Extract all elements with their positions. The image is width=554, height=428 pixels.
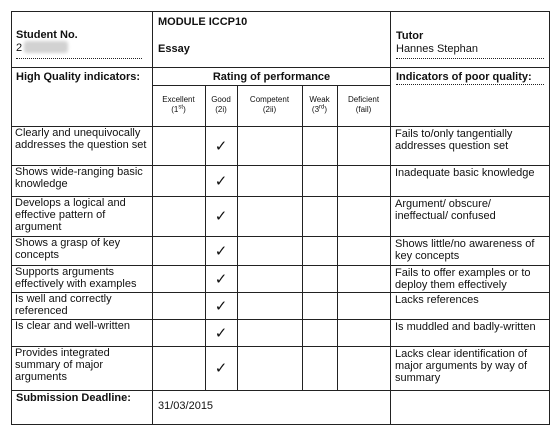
poor-quality-indicator: Lacks references (395, 294, 479, 306)
tutor-name: Hannes Stephan (396, 43, 478, 55)
rating-column-code: (3rd) (311, 104, 328, 114)
high-quality-indicator: Clearly and unequivocally addresses the question set (15, 127, 147, 151)
poor-quality-indicator: Lacks clear identification of major arguments by way of summary (395, 348, 528, 384)
check-mark-icon: ✓ (214, 138, 228, 155)
rating-column-code: (1st) (171, 104, 186, 114)
rating-column-weak (302, 95, 337, 115)
rating-header: Rating of performance (212, 71, 331, 83)
rating-column-competent (237, 95, 302, 115)
assignment-type: Essay (158, 43, 190, 55)
rating-column-name: Competent (249, 95, 290, 104)
high-quality-header: High Quality indicators: (16, 71, 141, 83)
student-no-label: Student No. (16, 29, 78, 41)
rating-column-good (205, 95, 237, 115)
row-border-8 (11, 390, 550, 391)
rating-column-deficient (337, 95, 390, 115)
poor-quality-indicator: Fails to offer examples or to deploy them effectively (395, 267, 531, 291)
rating-column-code: (2ii) (262, 105, 277, 114)
poor-quality-indicator: Is muddled and badly-written (395, 321, 536, 333)
rating-column-name: Deficient (347, 95, 380, 104)
table-border-left (11, 11, 12, 425)
rating-column-code: (fail) (355, 105, 372, 114)
high-quality-indicator: Is clear and well-written (15, 320, 130, 332)
high-quality-indicator: Shows wide-ranging basic knowledge (15, 166, 143, 190)
rating-column-name: Weak (309, 95, 330, 104)
high-quality-indicator: Is well and correctly referenced (15, 293, 112, 317)
table-border-bottom (11, 424, 550, 425)
poor-quality-indicator: Inadequate basic knowledge (395, 167, 535, 179)
check-mark-icon: ✓ (214, 173, 228, 190)
high-quality-indicator: Provides integrated summary of major arguments (15, 347, 110, 383)
tutor-dotted-line (396, 58, 544, 59)
rating-column-code: (2i) (215, 105, 227, 114)
high-quality-indicator: Develops a logical and effective pattern of argument (15, 197, 126, 233)
poor-quality-indicator: Fails to/only tangentially addresses question set (395, 128, 513, 152)
check-mark-icon: ✓ (214, 208, 228, 225)
check-mark-icon: ✓ (214, 360, 228, 377)
check-mark-icon: ✓ (214, 243, 228, 260)
poor-quality-indicator: Argument/ obscure/ ineffectual/ confused (395, 198, 496, 222)
table-border-top (11, 11, 550, 12)
rating-column-name: Excellent (162, 95, 195, 104)
module-title: MODULE ICCP10 (158, 16, 248, 28)
redacted-student-number (24, 41, 68, 53)
poor-quality-indicator: Shows little/no awareness of key concepts (395, 238, 535, 262)
high-quality-indicator: Supports arguments effectively with examples (15, 266, 137, 290)
row-border-header (11, 67, 550, 68)
submission-deadline-value: 31/03/2015 (158, 400, 214, 412)
rating-column-excellent (152, 95, 205, 115)
check-mark-icon: ✓ (214, 271, 228, 288)
poor-quality-header: Indicators of poor quality: (396, 71, 532, 83)
row-border-rating (152, 85, 391, 86)
check-mark-icon: ✓ (214, 298, 228, 315)
table-border-right (549, 11, 550, 425)
high-quality-indicator: Shows a grasp of key concepts (15, 237, 121, 261)
student-no-value: 2 (16, 42, 23, 54)
tutor-label: Tutor (396, 30, 424, 42)
student-no-dotted-line (16, 58, 142, 59)
rating-column-name: Good (211, 95, 231, 104)
submission-deadline-label: Submission Deadline: (16, 392, 131, 404)
check-mark-icon: ✓ (214, 325, 228, 342)
poor-quality-dotted-line (396, 84, 544, 85)
